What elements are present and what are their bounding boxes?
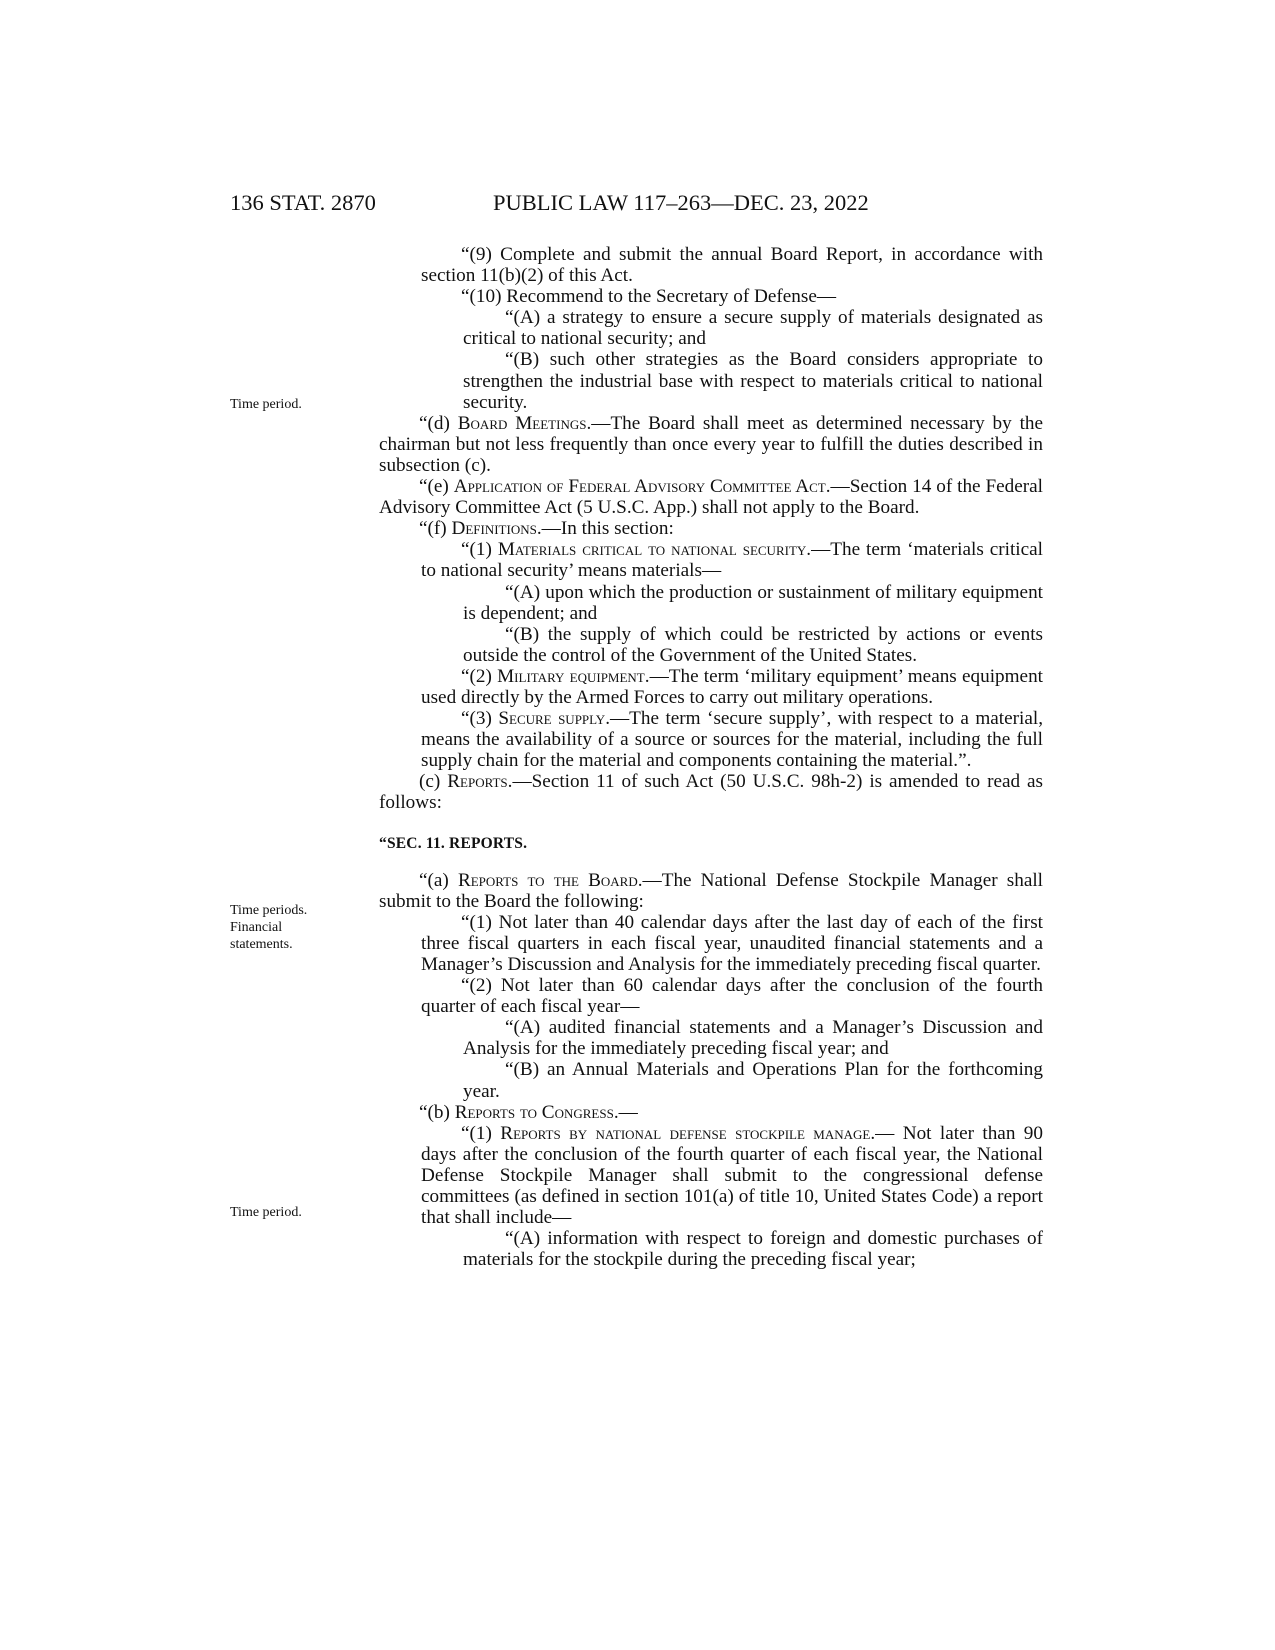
paragraph-a-2-a: “(A) audited financial statements and a Manager’s Discussion and Analysis for the immediately preceding fiscal year; and xyxy=(463,1017,1043,1060)
margin-note-line: statements. xyxy=(230,937,293,952)
paragraph-a-1: “(1) Not later than 40 calendar days after the last day of each of the first three fiscal quarters in each fiscal year, unaudited financial statements and a Manager’s Discussion and Analysis for the immediately preceding fiscal quarter. xyxy=(421,911,1043,975)
document-body xyxy=(379,244,1043,1270)
definition-heading: Military equipment xyxy=(497,665,645,687)
subsection-heading: Application of Federal Advisory Committee Act xyxy=(453,476,826,498)
section-heading: “SEC. 11. REPORTS. xyxy=(379,834,528,852)
subsection-label: “(e) xyxy=(419,476,454,498)
margin-note-time-periods xyxy=(230,902,307,953)
subsection-heading: Reports to the Board xyxy=(457,869,638,891)
subsection-text: .—Section 14 of the Federal Advisory Committee Act (5 U.S.C. App.) shall not apply to the Board. xyxy=(379,476,1044,519)
definition-text: .—The term ‘military equipment’ means equipment used directly by the Armed Forces to carry out military operations. xyxy=(421,665,1043,708)
subsection-label: “(f) xyxy=(419,518,452,540)
subsection-label: “(a) xyxy=(419,869,458,891)
paragraph-10-a: “(A) a strategy to ensure a secure supply of materials designated as critical to national security; and xyxy=(463,307,1043,350)
paragraph-10-b: “(B) such other strategies as the Board considers appropriate to strengthen the industrial base with respect to materials critical to national security. xyxy=(463,349,1043,413)
subsection-label: “(b) xyxy=(419,1101,455,1123)
margin-note-line: Time periods. xyxy=(230,903,308,918)
paragraph-heading: Reports by national defense stockpile manage xyxy=(500,1122,871,1144)
running-title-header: PUBLIC LAW 117–263—DEC. 23, 2022 xyxy=(493,190,869,215)
definition-heading: Secure supply xyxy=(498,708,606,730)
page-number-header: 136 STAT. 2870 xyxy=(230,190,376,215)
subsection-heading: Reports to Congress xyxy=(454,1101,614,1123)
definition-1-a: “(A) upon which the production or sustainment of military equipment is dependent; and xyxy=(463,581,1043,624)
paragraph-a-2: “(2) Not later than 60 calendar days after the conclusion of the fourth quarter of each fiscal year— xyxy=(421,975,1043,1018)
subsection-f xyxy=(379,518,1043,539)
paragraph-text: .— Not later than 90 days after the conclusion of the fourth quarter of each fiscal year, the National Defense Stockpile Manager shall submit to the congressional defense committees (as defined in section 101(a) of title 10, United States Code) a report that shall include— xyxy=(421,1122,1043,1229)
definition-1 xyxy=(379,539,1043,581)
subsection-a xyxy=(379,870,1043,912)
paragraph-b-1-a: “(A) information with respect to foreign and domestic purchases of materials for the stockpile during the preceding fiscal year; xyxy=(463,1228,1043,1271)
subsection-heading: Definitions xyxy=(451,518,537,540)
subsection-text: .—The National Defense Stockpile Manager shall submit to the Board the following: xyxy=(379,869,1043,912)
subsection-heading: Board Meetings xyxy=(457,412,587,434)
subsection-heading: Reports xyxy=(447,771,508,793)
definition-label: “(3) xyxy=(461,708,499,730)
margin-note-time-period-1: Time period. xyxy=(230,397,302,412)
subsection-e xyxy=(379,476,1043,518)
margin-note-line: Financial xyxy=(230,920,283,935)
definition-label: “(2) xyxy=(461,665,498,687)
margin-note-time-period-2: Time period. xyxy=(230,1205,302,1220)
definition-1-b: “(B) the supply of which could be restricted by actions or events outside the control of the Government of the United States. xyxy=(463,623,1043,666)
definition-2 xyxy=(379,666,1043,708)
subsection-text: .—Section 11 of such Act (50 U.S.C. 98h-2) is amended to read as follows: xyxy=(379,771,1043,814)
subsection-label: “(d) xyxy=(419,412,458,434)
paragraph-a-2-b: “(B) an Annual Materials and Operations Plan for the forthcoming year. xyxy=(463,1059,1043,1102)
definition-text: .—The term ‘materials critical to national security’ means materials— xyxy=(421,539,1044,582)
paragraph-9: “(9) Complete and submit the annual Board Report, in accordance with section 11(b)(2) of this Act. xyxy=(421,244,1043,287)
subsection-text: .—In this section: xyxy=(536,518,674,540)
definition-heading: Materials critical to national security xyxy=(497,539,807,561)
paragraph-label: “(1) xyxy=(461,1122,501,1144)
definition-text: .—The term ‘secure supply’, with respect to a material, means the availability of a source or sources for the material, including the full supply chain for the material and components containing the material.”. xyxy=(421,708,1044,772)
paragraph-10: “(10) Recommend to the Secretary of Defense— xyxy=(461,286,837,308)
subsection-text: .—The Board shall meet as determined necessary by the chairman but not less frequently than once every year to fulfill the duties described in subsection (c). xyxy=(379,412,1044,476)
definition-label: “(1) xyxy=(461,539,498,561)
definition-3 xyxy=(379,708,1043,771)
subsection-b xyxy=(379,1102,1043,1123)
subsection-d xyxy=(379,413,1043,476)
subsection-c xyxy=(379,771,1043,813)
subsection-label: (c) xyxy=(419,771,448,793)
subsection-text: .— xyxy=(613,1101,638,1123)
paragraph-b-1 xyxy=(379,1123,1043,1228)
